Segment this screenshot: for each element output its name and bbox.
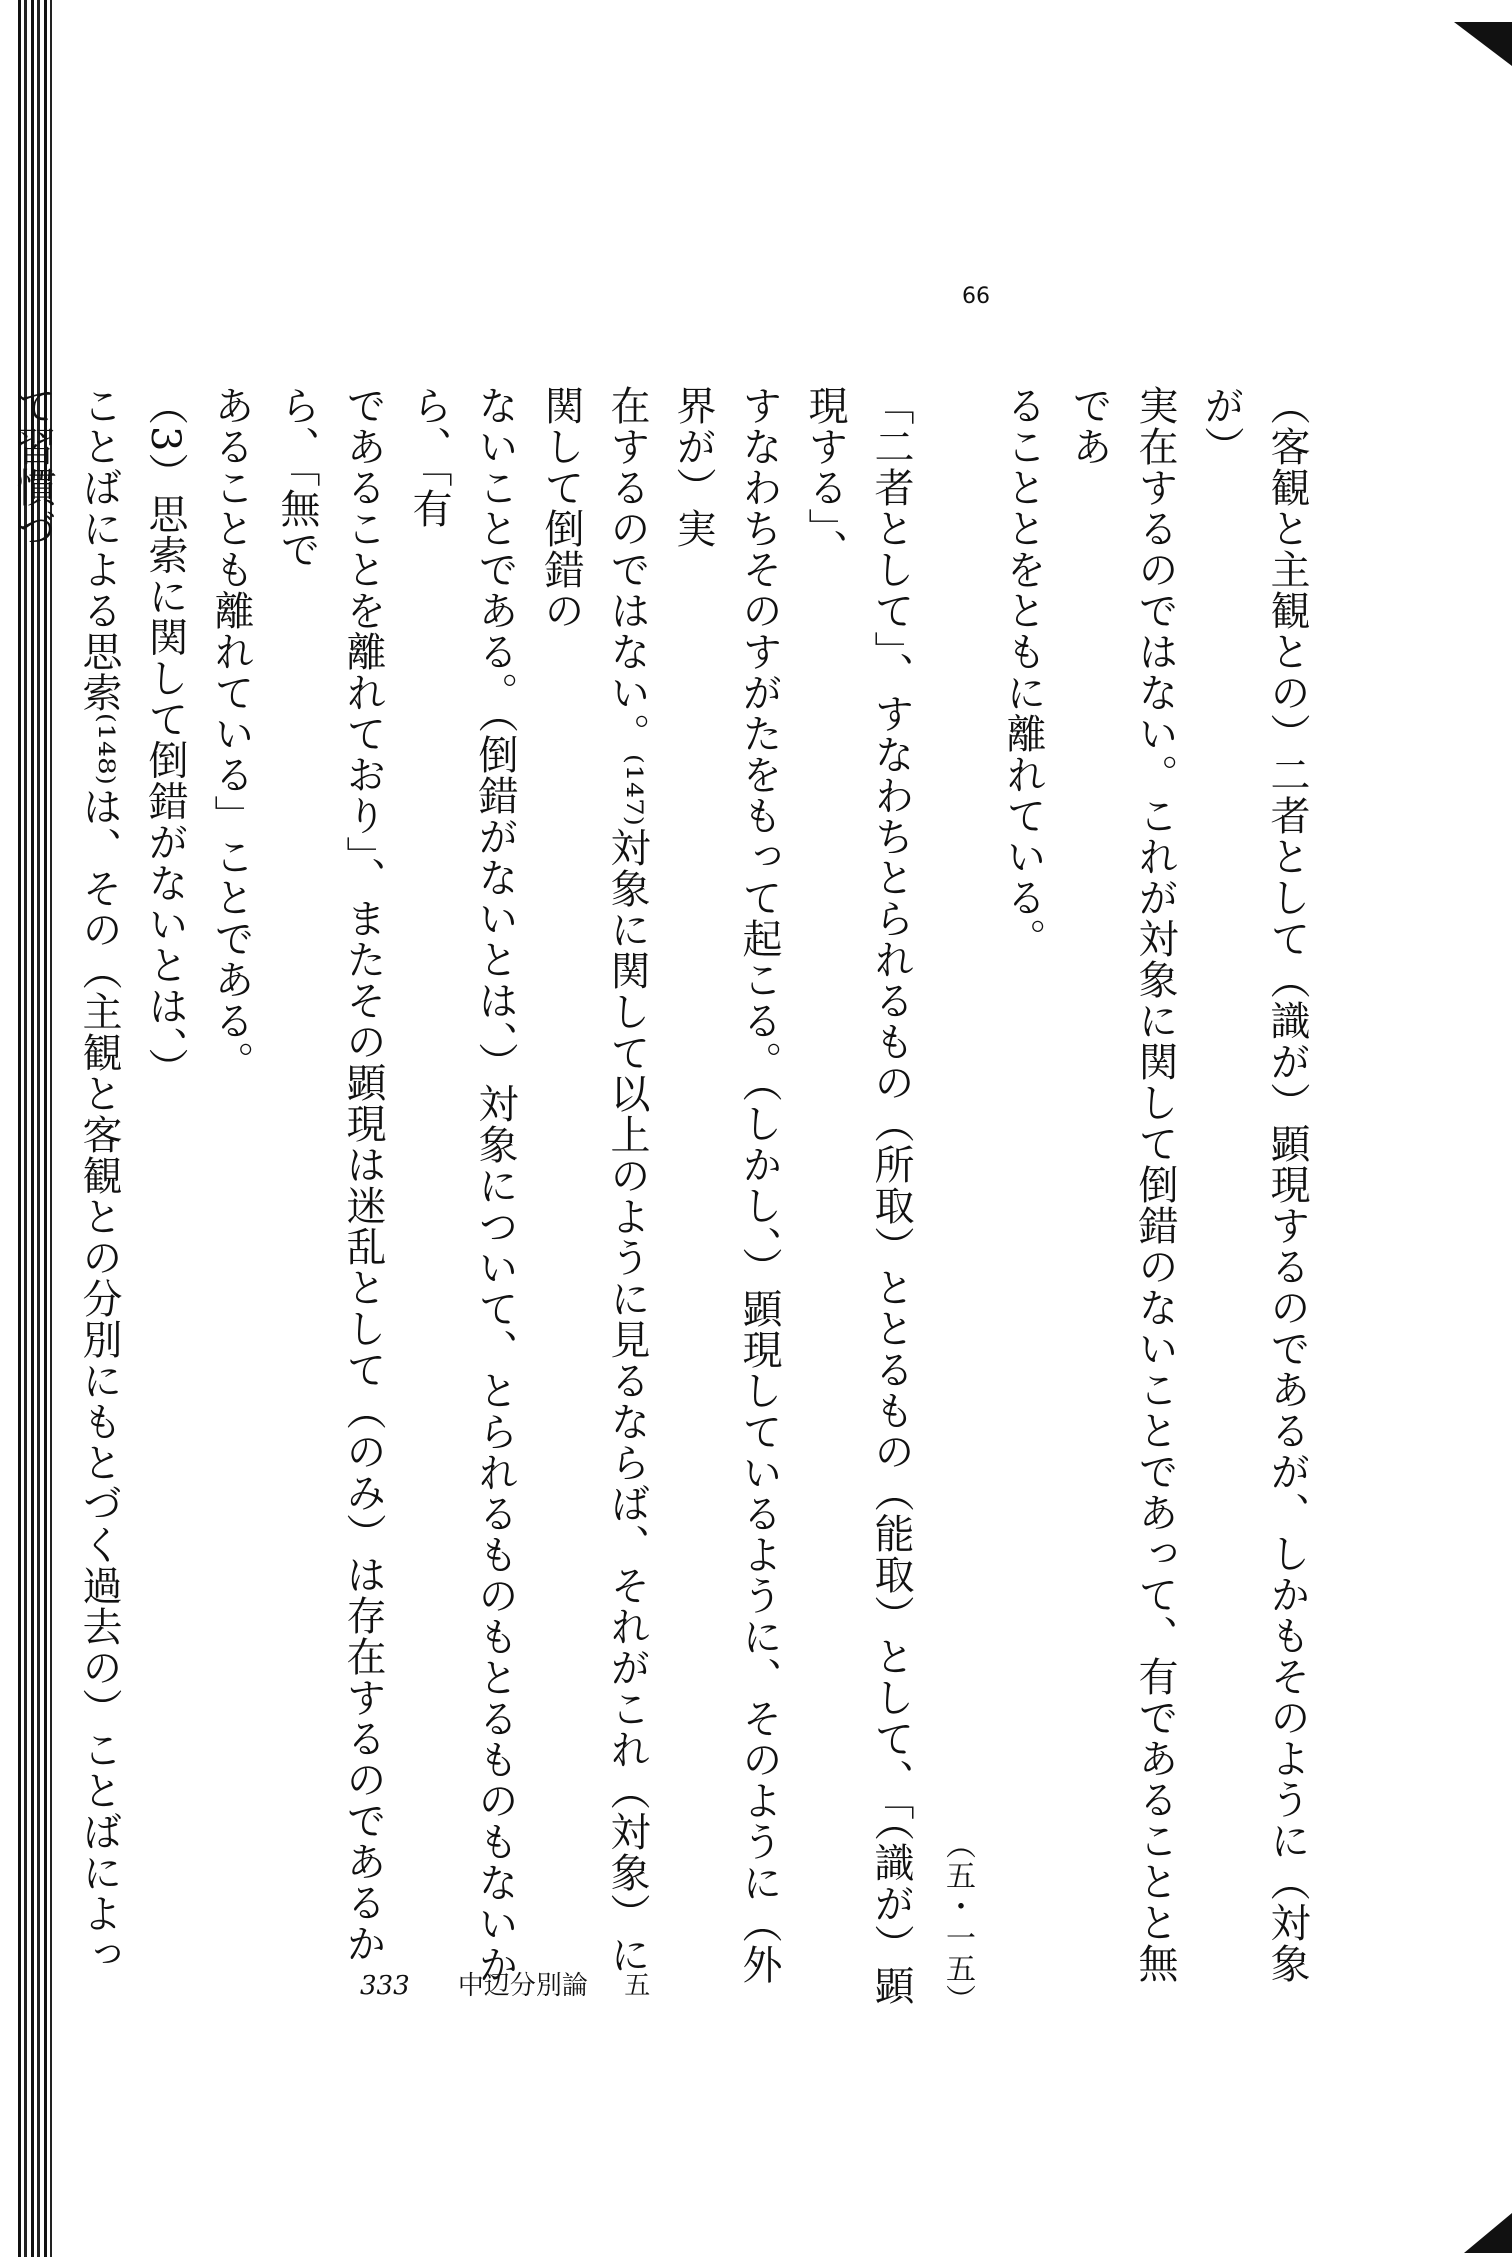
text-line: すなわちそのすがたをもって起こる。（しかし、）顕現しているように、そのように（外界が）実: [670, 385, 782, 1985]
verse-section-2: [0, 385, 132, 2015]
text-line: ないことである。（倒錯がないとは、）対象について、とられるものもとるものもないから、「有: [406, 385, 518, 1985]
page-footer: [360, 1965, 650, 2002]
verse-section-1: [924, 385, 1320, 2015]
text-line: ことばによる思索⁽¹⁴⁸⁾は、その（主観と客観との分別にもとづく過去の）ことばによって習慣づ: [10, 385, 122, 1975]
verse-citation: （五・一五）: [940, 1829, 975, 2015]
corner-mark-bottom: [1464, 2213, 1512, 2253]
text-line: （客観と主観との）二者として（識が）顕現するのであるが、しかもそのように（対象が）: [1198, 385, 1310, 1984]
text-line: 「二者として」、すなわちとられるもの（所取）ととるもの（能取）として、「（識が）顕現する」、: [802, 385, 914, 2006]
top-page-number: 66: [962, 284, 990, 309]
text-line: 在するのではない。⁽¹⁴⁷⁾対象に関して以上のように見るならば、それがこれ（対象）に関して倒錯の: [538, 385, 650, 1975]
subheading-section: [132, 385, 198, 2015]
footer-chapter: 五: [624, 1971, 651, 2001]
text-line: であることを離れており」、またその顕現は迷乱として（のみ）は存在するのであるから、「無で: [274, 385, 386, 1964]
footer-page-number: 333: [360, 1971, 410, 2001]
body-text: [10, 385, 1320, 2015]
corner-mark-top: [1454, 22, 1512, 66]
footer-title: 中辺分別論: [457, 1971, 588, 2001]
text-line: 実在するのではない。これが対象に関して倒錯のないことであって、有であることと無であ: [1066, 385, 1178, 1984]
subheading: （3）思索に関して倒錯がないとは、）: [142, 385, 188, 1089]
commentary-section-1: [198, 385, 924, 2015]
text-line: ることとをともに離れている。: [1000, 385, 1046, 959]
text-line: あることも離れている」ことである。: [208, 385, 254, 1082]
